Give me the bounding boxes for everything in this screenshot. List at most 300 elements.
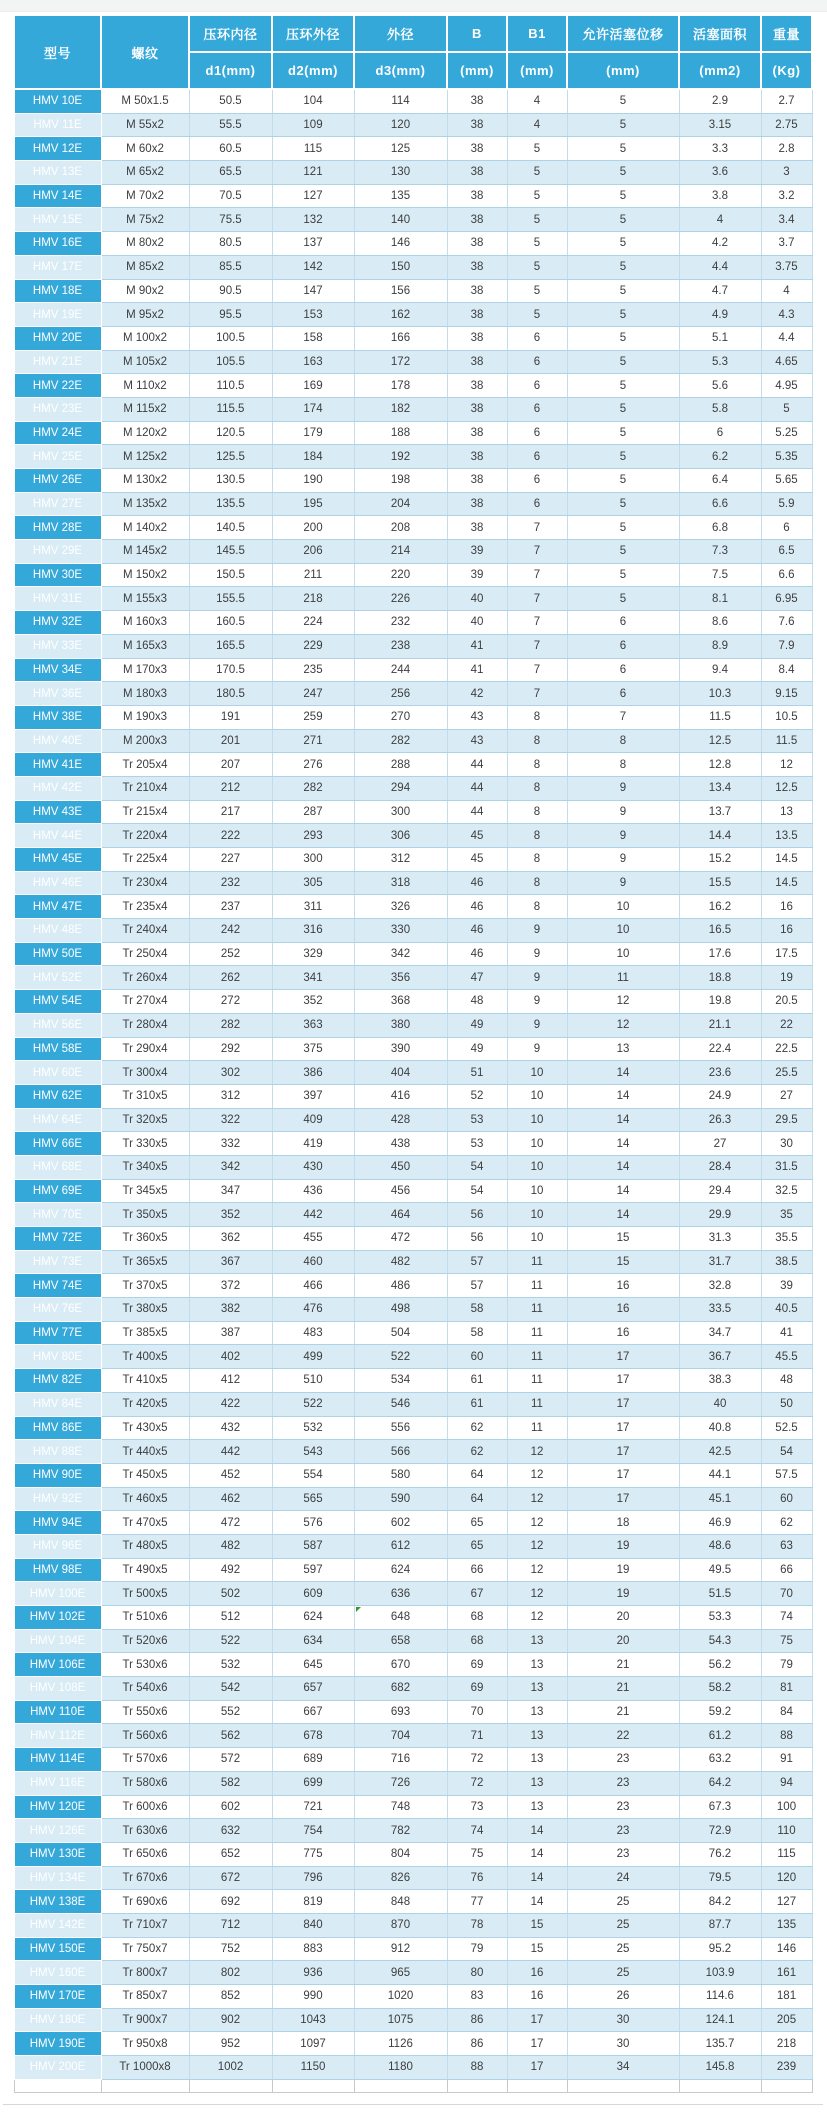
value-cell: 326 <box>354 895 447 919</box>
value-cell: 21 <box>567 1653 679 1677</box>
value-cell: 13 <box>507 1629 567 1653</box>
value-cell: 5.6 <box>679 374 761 398</box>
model-cell: HMV 27E <box>14 492 101 516</box>
value-cell: 16 <box>567 1274 679 1298</box>
value-cell: 10 <box>567 942 679 966</box>
value-cell: Tr 480x5 <box>101 1534 189 1558</box>
value-cell: 90.5 <box>189 279 272 303</box>
table-row <box>14 1416 812 1440</box>
value-cell: 510 <box>272 1369 354 1393</box>
table-row <box>14 1227 812 1251</box>
value-cell: 442 <box>189 1440 272 1464</box>
value-cell: 1075 <box>354 2008 447 2032</box>
value-cell: 486 <box>354 1274 447 1298</box>
value-cell: 624 <box>354 1558 447 1582</box>
value-cell: 270 <box>354 705 447 729</box>
model-cell: HMV 11E <box>14 113 101 137</box>
value-cell: 6.8 <box>679 516 761 540</box>
value-cell: 12.5 <box>761 776 812 800</box>
value-cell: Tr 690x6 <box>101 1890 189 1914</box>
value-cell: 522 <box>272 1392 354 1416</box>
value-cell: 9 <box>567 776 679 800</box>
model-cell: HMV 43E <box>14 800 101 824</box>
value-cell: Tr 800x7 <box>101 1961 189 1985</box>
value-cell: 38 <box>447 397 507 421</box>
value-cell: 79 <box>447 1937 507 1961</box>
value-cell: Tr 710x7 <box>101 1913 189 1937</box>
value-cell: 9.4 <box>679 658 761 682</box>
value-cell: 262 <box>189 966 272 990</box>
value-cell: M 160x3 <box>101 611 189 635</box>
value-cell: 81 <box>761 1677 812 1701</box>
model-cell: HMV 47E <box>14 895 101 919</box>
value-cell: 546 <box>354 1392 447 1416</box>
table-row <box>14 1582 812 1606</box>
value-cell: 455 <box>272 1227 354 1251</box>
value-cell: 8.1 <box>679 587 761 611</box>
value-cell: 4.7 <box>679 279 761 303</box>
value-cell: 53 <box>447 1132 507 1156</box>
value-cell: 436 <box>272 1179 354 1203</box>
value-cell: 5 <box>567 421 679 445</box>
value-cell: 85.5 <box>189 255 272 279</box>
value-cell: 38 <box>447 89 507 113</box>
value-cell: 17.6 <box>679 942 761 966</box>
value-cell: 21 <box>567 1677 679 1701</box>
value-cell: 4.9 <box>679 303 761 327</box>
value-cell: 522 <box>189 1629 272 1653</box>
value-cell: 576 <box>272 1511 354 1535</box>
value-cell: 5 <box>507 232 567 256</box>
value-cell: 23 <box>567 1771 679 1795</box>
value-cell: 41 <box>447 658 507 682</box>
value-cell: Tr 510x6 <box>101 1606 189 1630</box>
value-cell: 782 <box>354 1819 447 1843</box>
model-cell: HMV 134E <box>14 1866 101 1890</box>
value-cell: 9 <box>507 919 567 943</box>
value-cell: 52.5 <box>761 1416 812 1440</box>
value-cell: 9 <box>507 1013 567 1037</box>
value-cell: 54 <box>447 1155 507 1179</box>
value-cell: 169 <box>272 374 354 398</box>
value-cell: 50.5 <box>189 89 272 113</box>
value-cell: Tr 550x6 <box>101 1700 189 1724</box>
value-cell: Tr 650x6 <box>101 1842 189 1866</box>
model-cell: HMV 170E <box>14 1985 101 2009</box>
model-cell: HMV 66E <box>14 1132 101 1156</box>
model-cell: HMV 74E <box>14 1274 101 1298</box>
value-cell: Tr 460x5 <box>101 1487 189 1511</box>
value-cell: 46 <box>447 871 507 895</box>
value-cell: 22 <box>761 1013 812 1037</box>
model-cell: HMV 10E <box>14 89 101 113</box>
value-cell: 1150 <box>272 2056 354 2080</box>
value-cell: 212 <box>189 776 272 800</box>
value-cell: 12 <box>507 1606 567 1630</box>
table-row <box>14 563 812 587</box>
model-cell: HMV 98E <box>14 1558 101 1582</box>
empty-cell <box>447 2079 507 2092</box>
value-cell: 95.2 <box>679 1937 761 1961</box>
value-cell: 6.4 <box>679 469 761 493</box>
model-cell: HMV 23E <box>14 397 101 421</box>
value-cell: 12 <box>507 1487 567 1511</box>
value-cell: Tr 235x4 <box>101 895 189 919</box>
value-cell: 10 <box>507 1179 567 1203</box>
value-cell: M 140x2 <box>101 516 189 540</box>
value-cell: 53 <box>447 1108 507 1132</box>
table-row <box>14 232 812 256</box>
table-row <box>14 1061 812 1085</box>
value-cell: 21 <box>567 1700 679 1724</box>
value-cell: 748 <box>354 1795 447 1819</box>
value-cell: 432 <box>189 1416 272 1440</box>
value-cell: 2.7 <box>761 89 812 113</box>
value-cell: 380 <box>354 1013 447 1037</box>
value-cell: 38 <box>447 184 507 208</box>
value-cell: 14 <box>507 1842 567 1866</box>
value-cell: 542 <box>189 1677 272 1701</box>
table-row <box>14 184 812 208</box>
value-cell: 88 <box>447 2056 507 2080</box>
value-cell: 422 <box>189 1392 272 1416</box>
model-cell: HMV 100E <box>14 1582 101 1606</box>
value-cell: 25 <box>567 1961 679 1985</box>
value-cell: 754 <box>272 1819 354 1843</box>
value-cell: 5 <box>507 279 567 303</box>
model-cell: HMV 88E <box>14 1440 101 1464</box>
value-cell: 572 <box>189 1748 272 1772</box>
value-cell: 13.5 <box>761 824 812 848</box>
value-cell: 329 <box>272 942 354 966</box>
table-row <box>14 113 812 137</box>
value-cell: 76.2 <box>679 1842 761 1866</box>
col-header-d2-title: 压环外径 <box>272 15 354 52</box>
value-cell: 716 <box>354 1748 447 1772</box>
value-cell: 13 <box>507 1677 567 1701</box>
value-cell: 56 <box>447 1227 507 1251</box>
model-cell: HMV 84E <box>14 1392 101 1416</box>
value-cell: 498 <box>354 1298 447 1322</box>
value-cell: 9 <box>507 1037 567 1061</box>
value-cell: 556 <box>354 1416 447 1440</box>
value-cell: 48 <box>447 990 507 1014</box>
model-cell: HMV 64E <box>14 1108 101 1132</box>
table-row <box>14 1369 812 1393</box>
value-cell: 5.65 <box>761 469 812 493</box>
value-cell: 5 <box>567 255 679 279</box>
value-cell: 55.5 <box>189 113 272 137</box>
value-cell: 534 <box>354 1369 447 1393</box>
value-cell: 990 <box>272 1985 354 2009</box>
value-cell: 6 <box>761 516 812 540</box>
value-cell: 442 <box>272 1203 354 1227</box>
value-cell: 36.7 <box>679 1345 761 1369</box>
value-cell: M 135x2 <box>101 492 189 516</box>
value-cell: 14 <box>507 1866 567 1890</box>
value-cell: 65.5 <box>189 161 272 185</box>
value-cell: 61 <box>447 1392 507 1416</box>
value-cell: 124.1 <box>679 2008 761 2032</box>
value-cell: 372 <box>189 1274 272 1298</box>
value-cell: 352 <box>189 1203 272 1227</box>
value-cell: 16 <box>507 1985 567 2009</box>
value-cell: 68 <box>447 1629 507 1653</box>
value-cell: 386 <box>272 1061 354 1085</box>
table-row <box>14 516 812 540</box>
table-row <box>14 634 812 658</box>
value-cell: 13 <box>507 1653 567 1677</box>
value-cell: 7 <box>507 587 567 611</box>
value-cell: 166 <box>354 326 447 350</box>
value-cell: 137 <box>272 232 354 256</box>
value-cell: 135 <box>354 184 447 208</box>
value-cell: 103.9 <box>679 1961 761 1985</box>
value-cell: 382 <box>189 1298 272 1322</box>
model-cell: HMV 69E <box>14 1179 101 1203</box>
value-cell: 146 <box>354 232 447 256</box>
value-cell: 207 <box>189 753 272 777</box>
value-cell: 24 <box>567 1866 679 1890</box>
value-cell: 38 <box>447 469 507 493</box>
value-cell: 17 <box>567 1463 679 1487</box>
value-cell: 32.8 <box>679 1274 761 1298</box>
table-row <box>14 255 812 279</box>
value-cell: Tr 270x4 <box>101 990 189 1014</box>
value-cell: Tr 540x6 <box>101 1677 189 1701</box>
value-cell: 91 <box>761 1748 812 1772</box>
model-cell: HMV 36E <box>14 682 101 706</box>
value-cell: 282 <box>354 729 447 753</box>
value-cell: 46 <box>447 942 507 966</box>
model-cell: HMV 142E <box>14 1913 101 1937</box>
value-cell: 5.1 <box>679 326 761 350</box>
value-cell: 11.5 <box>761 729 812 753</box>
value-cell: 6 <box>507 421 567 445</box>
value-cell: 38 <box>447 113 507 137</box>
value-cell: 49.5 <box>679 1558 761 1582</box>
value-cell: 48 <box>761 1369 812 1393</box>
value-cell: 3.3 <box>679 137 761 161</box>
value-cell: 39 <box>447 540 507 564</box>
value-cell: 30 <box>567 2032 679 2056</box>
value-cell: 17 <box>567 1440 679 1464</box>
value-cell: 40 <box>447 611 507 635</box>
value-cell: 57 <box>447 1274 507 1298</box>
value-cell: 14 <box>507 1819 567 1843</box>
value-cell: 624 <box>272 1606 354 1630</box>
value-cell: 456 <box>354 1179 447 1203</box>
value-cell: 19 <box>567 1534 679 1558</box>
value-cell: 3.75 <box>761 255 812 279</box>
value-cell: M 100x2 <box>101 326 189 350</box>
model-cell: HMV 94E <box>14 1511 101 1535</box>
value-cell: 68 <box>447 1606 507 1630</box>
table-row <box>14 966 812 990</box>
value-cell: 330 <box>354 919 447 943</box>
value-cell: 802 <box>189 1961 272 1985</box>
table-row <box>14 1771 812 1795</box>
empty-cell <box>507 2079 567 2092</box>
value-cell: 120 <box>761 1866 812 1890</box>
model-cell: HMV 200E <box>14 2056 101 2080</box>
table-row <box>14 137 812 161</box>
table-row <box>14 350 812 374</box>
value-cell: 5 <box>567 587 679 611</box>
model-cell: HMV 26E <box>14 469 101 493</box>
value-cell: 23 <box>567 1748 679 1772</box>
value-cell: 7 <box>567 705 679 729</box>
value-cell: 54.3 <box>679 1629 761 1653</box>
value-cell: 10 <box>507 1203 567 1227</box>
value-cell: 15.2 <box>679 848 761 872</box>
value-cell: 94 <box>761 1771 812 1795</box>
value-cell: 114.6 <box>679 1985 761 2009</box>
table-row <box>14 776 812 800</box>
value-cell: 145.8 <box>679 2056 761 2080</box>
value-cell: 41 <box>447 634 507 658</box>
model-cell: HMV 90E <box>14 1463 101 1487</box>
value-cell: 14.5 <box>761 848 812 872</box>
value-cell: 300 <box>272 848 354 872</box>
value-cell: 5 <box>507 184 567 208</box>
model-cell: HMV 28E <box>14 516 101 540</box>
value-cell: 7 <box>507 611 567 635</box>
value-cell: M 125x2 <box>101 445 189 469</box>
value-cell: 16 <box>761 919 812 943</box>
table-row <box>14 1037 812 1061</box>
value-cell: 6 <box>507 445 567 469</box>
model-cell: HMV 130E <box>14 1842 101 1866</box>
model-cell: HMV 68E <box>14 1155 101 1179</box>
model-cell: HMV 70E <box>14 1203 101 1227</box>
table-row <box>14 1724 812 1748</box>
model-cell: HMV 31E <box>14 587 101 611</box>
value-cell: 153 <box>272 303 354 327</box>
model-cell: HMV 29E <box>14 540 101 564</box>
value-cell: 466 <box>272 1274 354 1298</box>
table-row <box>14 919 812 943</box>
value-cell: 8.6 <box>679 611 761 635</box>
value-cell: 12 <box>761 753 812 777</box>
table-row <box>14 397 812 421</box>
table-row <box>14 1274 812 1298</box>
value-cell: 5 <box>507 137 567 161</box>
table-row <box>14 1250 812 1274</box>
value-cell: 17 <box>567 1392 679 1416</box>
value-cell: 632 <box>189 1819 272 1843</box>
value-cell: 9 <box>567 800 679 824</box>
model-cell: HMV 20E <box>14 326 101 350</box>
value-cell: 796 <box>272 1866 354 1890</box>
value-cell: Tr 950x8 <box>101 2032 189 2056</box>
value-cell: 6 <box>679 421 761 445</box>
value-cell: 160.5 <box>189 611 272 635</box>
value-cell: 6 <box>507 397 567 421</box>
value-cell: Tr 250x4 <box>101 942 189 966</box>
value-cell: 14.4 <box>679 824 761 848</box>
value-cell: 12 <box>567 1013 679 1037</box>
value-cell: 58.2 <box>679 1677 761 1701</box>
value-cell: 3 <box>761 161 812 185</box>
value-cell: 11 <box>507 1392 567 1416</box>
table-row <box>14 1913 812 1937</box>
model-cell: HMV 48E <box>14 919 101 943</box>
table-row <box>14 2056 812 2080</box>
value-cell: Tr 385x5 <box>101 1321 189 1345</box>
value-cell: 6 <box>567 634 679 658</box>
value-cell: Tr 345x5 <box>101 1179 189 1203</box>
value-cell: 57 <box>447 1250 507 1274</box>
value-cell: Tr 360x5 <box>101 1227 189 1251</box>
value-cell: 804 <box>354 1842 447 1866</box>
value-cell: Tr 365x5 <box>101 1250 189 1274</box>
value-cell: 78 <box>447 1913 507 1937</box>
value-cell: 27 <box>761 1084 812 1108</box>
value-cell: Tr 260x4 <box>101 966 189 990</box>
value-cell: 38 <box>447 279 507 303</box>
model-cell: HMV 46E <box>14 871 101 895</box>
page-top-strip <box>0 0 827 12</box>
value-cell: M 115x2 <box>101 397 189 421</box>
value-cell: Tr 290x4 <box>101 1037 189 1061</box>
value-cell: 49 <box>447 1013 507 1037</box>
value-cell: 5 <box>567 326 679 350</box>
model-cell: HMV 180E <box>14 2008 101 2032</box>
table-row <box>14 2008 812 2032</box>
value-cell: 23 <box>567 1819 679 1843</box>
value-cell: 95.5 <box>189 303 272 327</box>
model-cell: HMV 112E <box>14 1724 101 1748</box>
model-cell: HMV 42E <box>14 776 101 800</box>
value-cell: 8 <box>507 776 567 800</box>
value-cell: 163 <box>272 350 354 374</box>
value-cell: 7.9 <box>761 634 812 658</box>
table-row <box>14 421 812 445</box>
value-cell: 5 <box>507 161 567 185</box>
value-cell: 69 <box>447 1653 507 1677</box>
value-cell: 819 <box>272 1890 354 1914</box>
value-cell: 293 <box>272 824 354 848</box>
value-cell: Tr 310x5 <box>101 1084 189 1108</box>
value-cell: 11 <box>507 1321 567 1345</box>
value-cell: Tr 215x4 <box>101 800 189 824</box>
table-row <box>14 1558 812 1582</box>
value-cell: 61 <box>447 1369 507 1393</box>
value-cell: 368 <box>354 990 447 1014</box>
value-cell: 288 <box>354 753 447 777</box>
value-cell: 667 <box>272 1700 354 1724</box>
value-cell: 13 <box>567 1037 679 1061</box>
value-cell: 19 <box>567 1582 679 1606</box>
value-cell: 62 <box>447 1416 507 1440</box>
value-cell: 66 <box>761 1558 812 1582</box>
value-cell: 22 <box>567 1724 679 1748</box>
value-cell: 9 <box>507 966 567 990</box>
table-row <box>14 1937 812 1961</box>
value-cell: 532 <box>189 1653 272 1677</box>
table-row <box>14 1677 812 1701</box>
value-cell: 562 <box>189 1724 272 1748</box>
value-cell: 609 <box>272 1582 354 1606</box>
value-cell: Tr 520x6 <box>101 1629 189 1653</box>
table-row <box>14 1487 812 1511</box>
value-cell: 150.5 <box>189 563 272 587</box>
value-cell: 15.5 <box>679 871 761 895</box>
value-cell: 142 <box>272 255 354 279</box>
value-cell: 565 <box>272 1487 354 1511</box>
value-cell: 217 <box>189 800 272 824</box>
